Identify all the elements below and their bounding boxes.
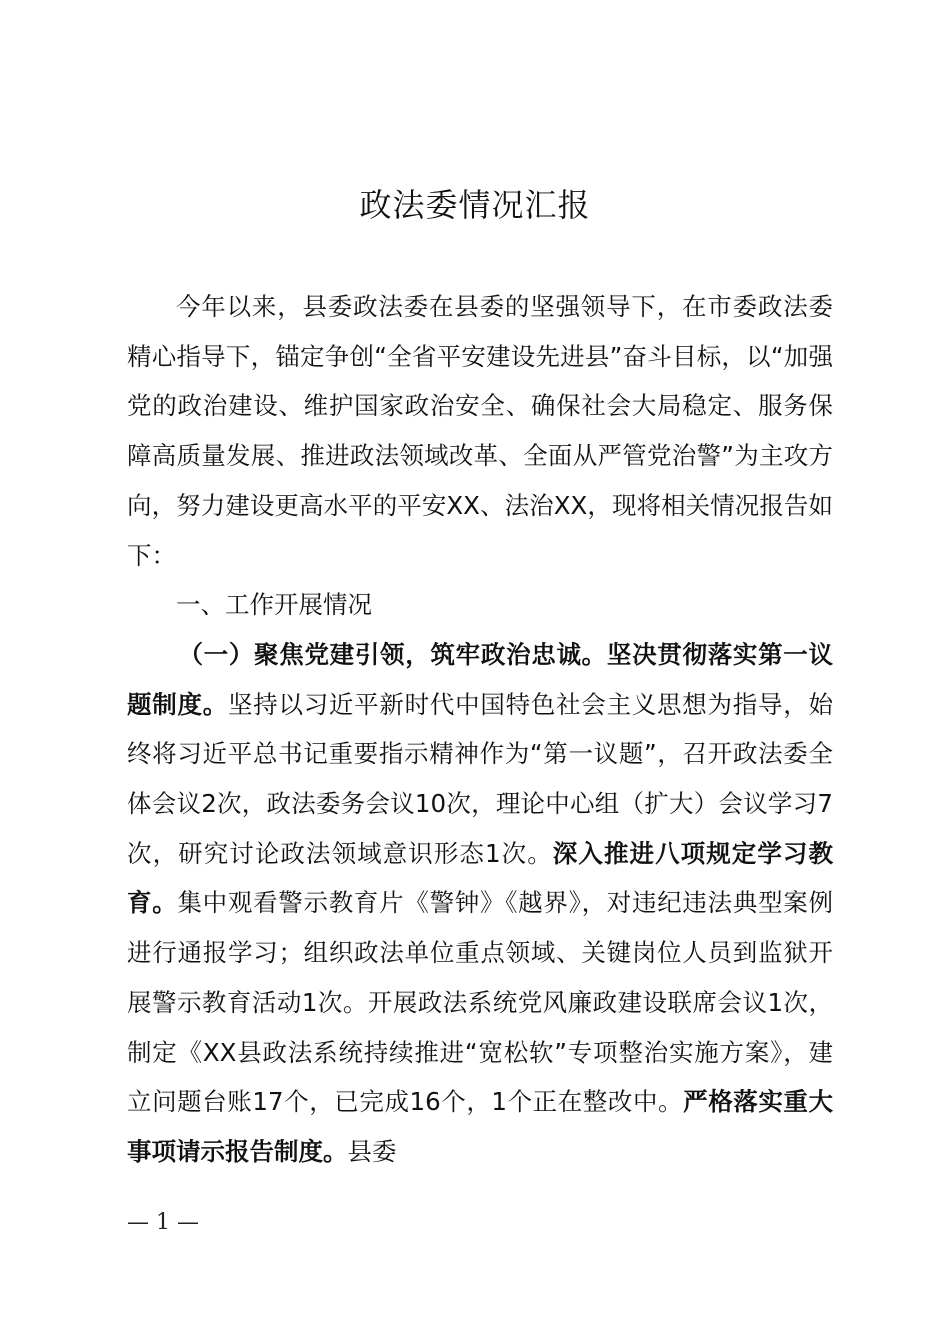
point3-title: 严格落实重大事项请示报告制度。 <box>127 1087 834 1166</box>
intro-paragraph: 今年以来，县委政法委在县委的坚强领导下，在市委政法委精心指导下，锚定争创“全省平安建设先进县”奋斗目标，以“加强党的政治建设、维护国家政治安全、确保社会大局稳定、服务保障高质量发展、推进政法领域改革、全面从严管党治警”为主攻方向，努力建设更高水平的平安XX、法治XX，现将相关情况报告如下： <box>127 292 833 570</box>
section-heading: 一、工作开展情况 <box>176 590 372 620</box>
subsection-paragraph <box>127 630 833 1177</box>
point1-text: 坚持以习近平新时代中国特色社会主义思想为指导，始终将习近平总书记重要指示精神作为“第一议题”，召开政法委全体会议2次，政法委务会议10次，理论中心组（扩大）会议学习7次，研究讨论政法领域意识形态1次。 <box>127 689 834 868</box>
page-number: — 1 — <box>127 1210 199 1235</box>
point3-text: 县委 <box>347 1136 397 1166</box>
point2-title: 深入推进八项规定学习教育。 <box>127 838 834 918</box>
point2-text: 集中观看警示教育片《警钟》《越界》，对违纪违法典型案例进行通报学习；组织政法单位重点领域、关键岗位人员到监狱开展警示教育活动1次。开展政法系统党风廉政建设联席会议1次，制定《XX县政法系统持续推进“宽松软”专项整治实施方案》，建立问题台账17个，已完成16个，1个正在整改中。 <box>127 888 834 1117</box>
document-body <box>127 282 833 1177</box>
document-title: 政法委情况汇报 <box>359 186 591 224</box>
point1-title: 坚决贯彻落实第一议题制度。 <box>127 639 834 719</box>
subsection-title: （一）聚焦党建引领，筑牢政治忠诚。 <box>178 639 607 669</box>
